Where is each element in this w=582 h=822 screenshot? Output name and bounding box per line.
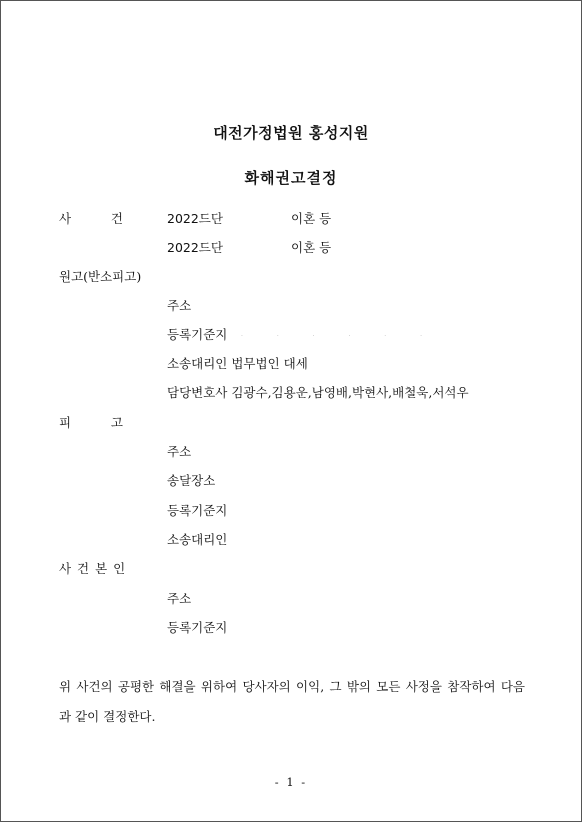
case-label-char-1: 사	[59, 211, 72, 226]
page-number: - 1 -	[274, 775, 308, 789]
body-line-1: 위 사건의 공평한 해결을 위하여 당사자의 이익, 그 밖의 모든 사정을 참작하여 다음	[59, 679, 525, 694]
defendant-attorney-label: 소송대리인	[167, 532, 228, 547]
principal-registry-label: 등록기준지	[167, 620, 228, 635]
case-number-1: 2022드단	[167, 211, 223, 226]
case-label-char-2: 건	[110, 211, 123, 226]
case-name-2: 이혼 등	[291, 240, 332, 255]
principal-address-label: 주소	[167, 591, 192, 606]
plaintiff-lawyers: 담당변호사 김광수,김용운,남영배,박현사,배철욱,서석우	[167, 385, 469, 400]
document-title: 화해권고결정	[244, 169, 338, 187]
defendant-label-char-1: 피	[59, 415, 72, 430]
defendant-label-char-2: 고	[110, 415, 123, 430]
case-name-1: 이혼 등	[291, 211, 332, 226]
principal-label: 사 건 본 인	[59, 561, 127, 576]
defendant-delivery-label: 송달장소	[167, 473, 216, 488]
defendant-label	[59, 415, 123, 431]
plaintiff-attorney: 소송대리인 법무법인 대세	[167, 356, 308, 371]
plaintiff-registry-label: 등록기준지	[167, 327, 228, 342]
body-line-2: 과 같이 결정한다.	[59, 709, 156, 724]
court-name: 대전가정법원 홍성지원	[213, 124, 369, 142]
defendant-address-label: 주소	[167, 444, 192, 459]
case-number-2: 2022드단	[167, 240, 223, 255]
defendant-registry-label: 등록기준지	[167, 503, 228, 518]
redacted-text: · · · · · ·	[241, 333, 438, 340]
plaintiff-address-label: 주소	[167, 298, 192, 313]
case-label	[59, 211, 123, 227]
plaintiff-label: 원고(반소피고)	[59, 269, 142, 284]
